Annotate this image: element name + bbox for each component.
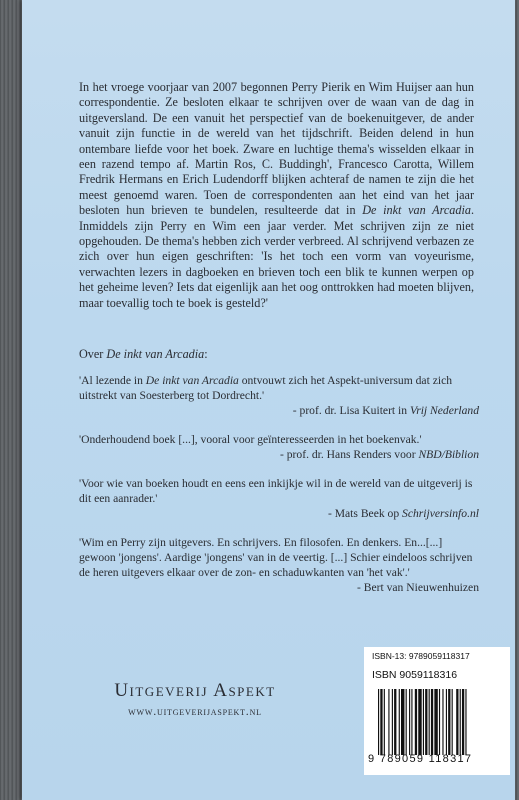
review-item: [79, 373, 479, 418]
review-quote-text-end: ontvouwt zich het Aspekt-universum dat zich uitstrekt van Soesterberg tot Dordrecht.': [79, 374, 453, 402]
review-quote: [79, 373, 479, 403]
review-source: [79, 447, 479, 462]
publisher-logo: [85, 680, 305, 719]
review-source-publication: NBD/Biblion: [418, 448, 479, 461]
review-source-name: - prof. dr. Lisa Kuitert in: [292, 404, 410, 417]
barcode-bar: [446, 689, 447, 755]
barcode-bar: [394, 689, 396, 755]
barcode-bar: [431, 689, 433, 755]
isbn13-label: ISBN-13: 9789059118317: [372, 651, 470, 661]
review-item: [79, 476, 479, 521]
review-quote-text: 'Voor wie van boeken houdt en eens een inkijkje wil in de wereld van de uitgeverij is dit een aanrader.': [79, 477, 473, 505]
barcode-digits: 9 789059 118317: [368, 753, 473, 765]
back-cover: [22, 0, 515, 800]
barcode-bar: [423, 689, 424, 755]
blurb-book-title: De inkt van Arcadia: [362, 203, 471, 218]
barcode-bar: [462, 689, 464, 755]
review-item: [79, 432, 479, 462]
barcode-bar: [465, 689, 466, 755]
review-quote: [79, 432, 479, 447]
barcode-bar: [392, 689, 393, 755]
barcode-bar: [411, 689, 412, 755]
barcode-bar: [399, 689, 400, 755]
review-source: [79, 506, 479, 521]
publisher-name: Uitgeverij Aspekt: [114, 680, 276, 701]
review-source: [79, 580, 479, 595]
review-source-publication: Schrijversinfo.nl: [402, 507, 479, 520]
review-source: [79, 403, 479, 418]
barcode-bars-icon: [376, 689, 502, 755]
review-quote: [79, 535, 479, 580]
barcode-bar: [406, 689, 407, 755]
review-quote: [79, 476, 479, 506]
barcode-bar: [409, 689, 410, 755]
barcode-bar: [448, 689, 450, 755]
barcode-bar: [401, 689, 404, 755]
reviews-list: [79, 373, 479, 609]
blurb-text: [79, 80, 474, 311]
barcode-bar: [418, 689, 421, 755]
reviews-heading: [79, 347, 474, 362]
barcode-bar: [452, 689, 453, 755]
review-source-name: - Bert van Nieuwenhuizen: [356, 581, 479, 594]
barcode-bar: [434, 689, 437, 755]
barcode-bar: [380, 689, 382, 755]
blurb-paragraph: [79, 80, 474, 311]
review-item: [79, 535, 479, 595]
reviews-heading-prefix: Over: [79, 347, 107, 361]
barcode-bar: [442, 689, 443, 755]
reviews-heading-suffix: :: [204, 347, 208, 361]
barcode-bar: [456, 689, 458, 755]
barcode-bar: [439, 689, 440, 755]
blurb-part-2: . Inmiddels zijn Perry en Wim een jaar verder. Met schrijven zijn ze niet opgehouden. De thema's hebben zich verder verbreed. Al schrijvend verbazen ze zich over hun eigen geschriften: 'Is het toch een vorm van voyeurisme, verwachten lezers in dagboeken en brieven toch een blik te kunnen werpen op het geheime leven? Iets dat eigenlijk aan het oog onttrokken had moeten blijven, maar toevallig toch te boek is gesteld?': [79, 203, 474, 310]
review-source-publication: Vrij Nederland: [409, 404, 479, 417]
review-quote-title: De inkt van Arcadia: [145, 374, 239, 387]
barcode-bar: [384, 689, 385, 755]
barcode-bar: [378, 689, 379, 755]
barcode-bar: [460, 689, 461, 755]
review-quote-text: 'Al lezende in: [79, 374, 146, 387]
review-source-name: - prof. dr. Hans Renders voor: [280, 448, 419, 461]
barcode-bar: [415, 689, 417, 755]
barcode-bar: [429, 689, 430, 755]
barcode-bar: [425, 689, 427, 755]
review-source-name: - Mats Beek op: [327, 507, 403, 520]
barcode-bar: [388, 689, 389, 755]
publisher-url: www.uitgeverijaspekt.nl: [128, 704, 262, 718]
review-quote-text: 'Onderhoudend boek [...], vooral voor geïnteresseerden in het boekenvak.': [79, 433, 422, 446]
isbn10-label: ISBN 9059118316: [372, 669, 458, 681]
reviews-heading-title: De inkt van Arcadia: [106, 347, 205, 361]
barcode-sticker: [364, 647, 510, 775]
blurb-part-1: In het vroege voorjaar van 2007 begonnen Perry Pierik en Wim Huijser aan hun correspondentie. Ze besloten elkaar te schrijven over de waan van de dag in uitgeversland. De een vanuit het perspectief van de boekenuitgever, de ander vanuit zijn functie in de wereld van het tijdschrift. Beiden delend in hun ontembare liefde voor het boek. Zware en luchtige thema's wisselden elkaar in een razend tempo af. Martin Ros, C. Buddingh', Francesco Carotta, Willem Fredrik Hermans en Erich Ludendorff blijken achteraf de namen te zijn die het meest genoemd waren. Toen de correspondenten aan het eind van het jaar besloten hun brieven te bundelen, resulteerde dat in: [79, 80, 474, 218]
review-quote-text: 'Wim en Perry zijn uitgevers. En schrijvers. En filosofen. En denkers. En...[...] gewoon 'jongens'. Aardige 'jongens' van in de veertig. [...] Schier eindeloos schrijven de heren uitgevers elkaar over de zon- en schaduwkanten van 'het vak'.': [79, 536, 473, 579]
